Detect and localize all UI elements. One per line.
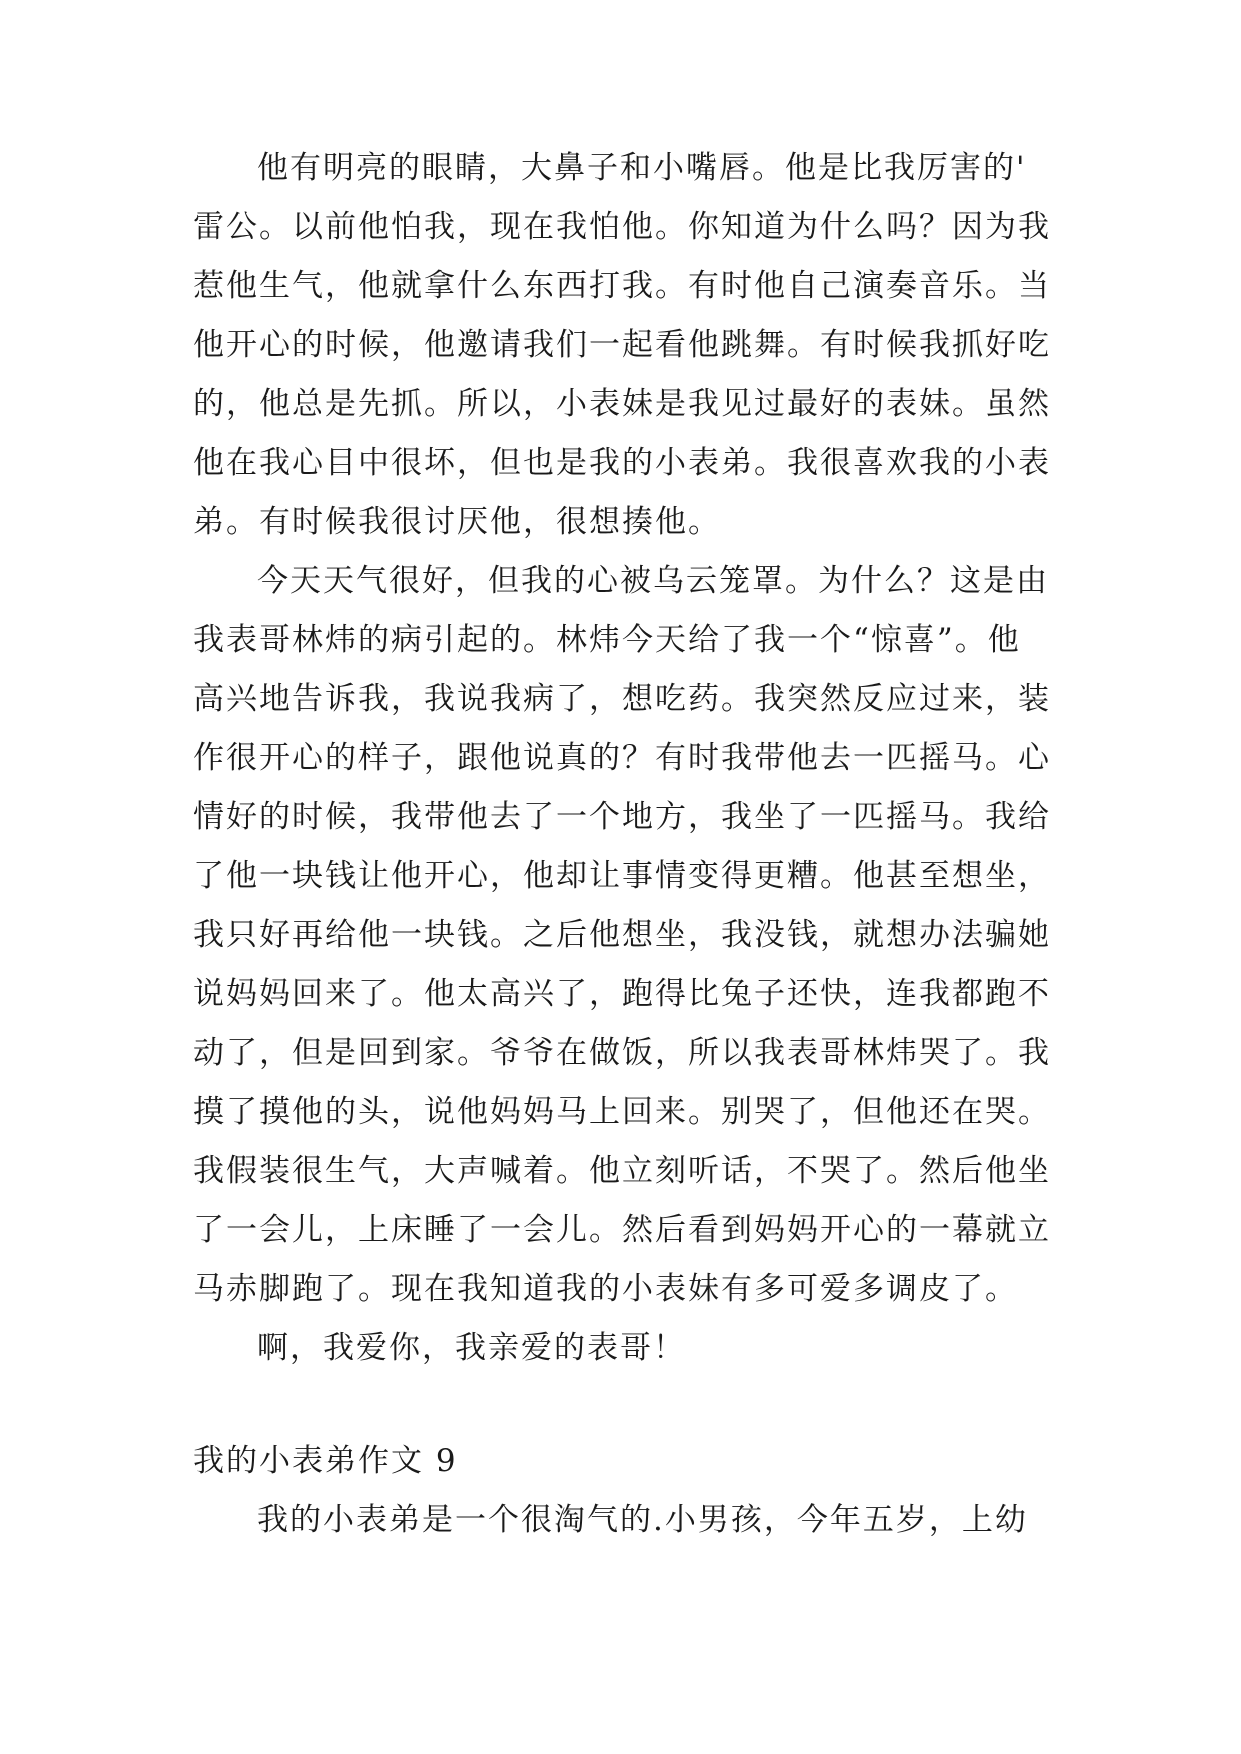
section-heading: 我的小表弟作文 9 — [193, 1443, 458, 1479]
text-line: 马赤脚跑了。现在我知道我的小表妹有多可爱多调皮了。 — [193, 1271, 1018, 1307]
text-line: 他开心的时候，他邀请我们一起看他跳舞。有时候我抓好吃 — [193, 327, 1051, 363]
text-line: 啊，我爱你，我亲爱的表哥！ — [257, 1330, 686, 1366]
text-line: 他在我心目中很坏，但也是我的小表弟。我很喜欢我的小表 — [193, 445, 1051, 481]
text-line: 情好的时候，我带他去了一个地方，我坐了一匹摇马。我给 — [193, 799, 1051, 835]
text-line: 高兴地告诉我，我说我病了，想吃药。我突然反应过来，装 — [193, 681, 1051, 717]
text-line: 我假装很生气，大声喊着。他立刻听话，不哭了。然后他坐 — [193, 1153, 1051, 1189]
text-line: 惹他生气，他就拿什么东西打我。有时他自己演奏音乐。当 — [193, 268, 1051, 304]
text-line: 了一会儿，上床睡了一会儿。然后看到妈妈开心的一幕就立 — [193, 1212, 1051, 1248]
text-line: 我只好再给他一块钱。之后他想坐，我没钱，就想办法骗她 — [193, 917, 1051, 953]
text-line: 雷公。以前他怕我，现在我怕他。你知道为什么吗？因为我 — [193, 209, 1051, 245]
text-line: 摸了摸他的头，说他妈妈马上回来。别哭了，但他还在哭。 — [193, 1094, 1051, 1130]
text-line: 动了，但是回到家。爷爷在做饭，所以我表哥林炜哭了。我 — [193, 1035, 1051, 1071]
text-line: 了他一块钱让他开心，他却让事情变得更糟。他甚至想坐， — [193, 858, 1051, 894]
text-line: 我表哥林炜的病引起的。林炜今天给了我一个“惊喜”。他 — [193, 622, 1021, 658]
text-line: 他有明亮的眼睛，大鼻子和小嘴唇。他是比我厉害的' — [257, 150, 1027, 186]
text-line: 作很开心的样子，跟他说真的？有时我带他去一匹摇马。心 — [193, 740, 1051, 776]
text-line: 今天天气很好，但我的心被乌云笼罩。为什么？这是由 — [257, 563, 1049, 599]
text-line: 说妈妈回来了。他太高兴了，跑得比兔子还快，连我都跑不 — [193, 976, 1051, 1012]
text-line: 的，他总是先抓。所以，小表妹是我见过最好的表妹。虽然 — [193, 386, 1051, 422]
text-line: 我的小表弟是一个很淘气的.小男孩，今年五岁，上幼 — [257, 1502, 1028, 1538]
text-line: 弟。有时候我很讨厌他，很想揍他。 — [193, 504, 721, 540]
